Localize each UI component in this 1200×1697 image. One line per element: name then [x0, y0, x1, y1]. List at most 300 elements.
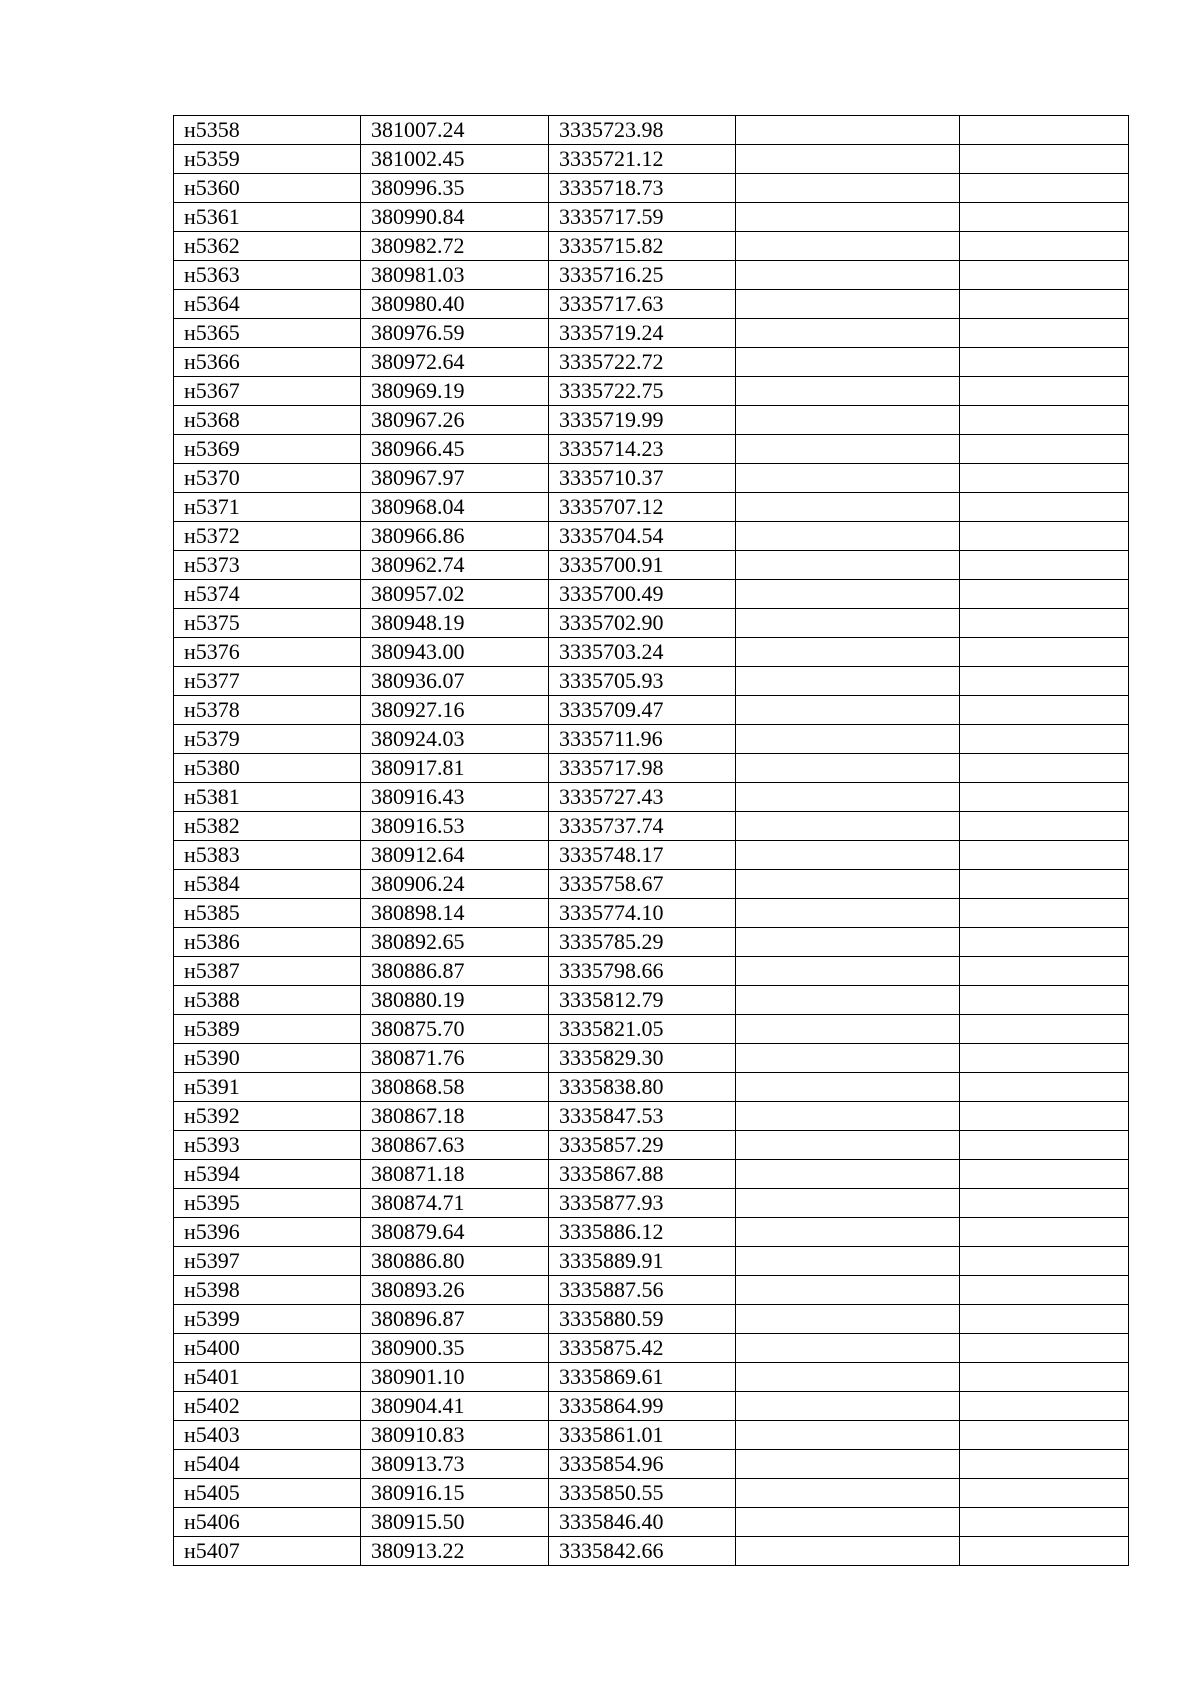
x-coordinate-cell: 380976.59	[361, 319, 549, 348]
x-coordinate-cell: 380969.19	[361, 377, 549, 406]
x-coordinate-cell: 380892.65	[361, 928, 549, 957]
point-id-cell: н5378	[174, 696, 361, 725]
y-coordinate-cell: 3335700.91	[549, 551, 736, 580]
x-coordinate-cell: 380981.03	[361, 261, 549, 290]
y-coordinate-cell: 3335707.12	[549, 493, 736, 522]
y-coordinate-cell: 3335717.98	[549, 754, 736, 783]
empty-cell	[960, 1189, 1129, 1218]
x-coordinate-cell: 380867.63	[361, 1131, 549, 1160]
empty-cell	[960, 203, 1129, 232]
y-coordinate-cell: 3335875.42	[549, 1334, 736, 1363]
x-coordinate-cell: 380912.64	[361, 841, 549, 870]
point-id-cell: н5403	[174, 1421, 361, 1450]
empty-cell	[960, 1479, 1129, 1508]
y-coordinate-cell: 3335812.79	[549, 986, 736, 1015]
point-id-cell: н5364	[174, 290, 361, 319]
point-id-cell: н5372	[174, 522, 361, 551]
table-row	[174, 1305, 1129, 1334]
point-id-cell: н5369	[174, 435, 361, 464]
y-coordinate-cell: 3335704.54	[549, 522, 736, 551]
empty-cell	[960, 928, 1129, 957]
table-row	[174, 348, 1129, 377]
y-coordinate-cell: 3335709.47	[549, 696, 736, 725]
empty-cell	[736, 1131, 960, 1160]
table-row	[174, 116, 1129, 145]
empty-cell	[736, 522, 960, 551]
table-row	[174, 1131, 1129, 1160]
y-coordinate-cell: 3335716.25	[549, 261, 736, 290]
y-coordinate-cell: 3335748.17	[549, 841, 736, 870]
empty-cell	[736, 580, 960, 609]
table-row	[174, 957, 1129, 986]
point-id-cell: н5371	[174, 493, 361, 522]
empty-cell	[960, 261, 1129, 290]
x-coordinate-cell: 380968.04	[361, 493, 549, 522]
table-row	[174, 667, 1129, 696]
table-row	[174, 1276, 1129, 1305]
point-id-cell: н5365	[174, 319, 361, 348]
empty-cell	[960, 1276, 1129, 1305]
empty-cell	[960, 1363, 1129, 1392]
x-coordinate-cell: 380893.26	[361, 1276, 549, 1305]
empty-cell	[960, 638, 1129, 667]
empty-cell	[960, 522, 1129, 551]
point-id-cell: н5370	[174, 464, 361, 493]
empty-cell	[736, 1160, 960, 1189]
point-id-cell: н5391	[174, 1073, 361, 1102]
x-coordinate-cell: 380948.19	[361, 609, 549, 638]
empty-cell	[960, 957, 1129, 986]
table-row	[174, 1044, 1129, 1073]
y-coordinate-cell: 3335700.49	[549, 580, 736, 609]
table-row	[174, 870, 1129, 899]
empty-cell	[736, 870, 960, 899]
point-id-cell: н5368	[174, 406, 361, 435]
empty-cell	[960, 348, 1129, 377]
point-id-cell: н5397	[174, 1247, 361, 1276]
y-coordinate-cell: 3335718.73	[549, 174, 736, 203]
x-coordinate-cell: 380875.70	[361, 1015, 549, 1044]
y-coordinate-cell: 3335715.82	[549, 232, 736, 261]
y-coordinate-cell: 3335714.23	[549, 435, 736, 464]
table-row	[174, 493, 1129, 522]
empty-cell	[960, 551, 1129, 580]
point-id-cell: н5366	[174, 348, 361, 377]
table-row	[174, 928, 1129, 957]
table-row	[174, 1073, 1129, 1102]
table-row	[174, 406, 1129, 435]
empty-cell	[736, 928, 960, 957]
table-row	[174, 580, 1129, 609]
empty-cell	[960, 377, 1129, 406]
empty-cell	[960, 290, 1129, 319]
point-id-cell: н5405	[174, 1479, 361, 1508]
empty-cell	[736, 667, 960, 696]
point-id-cell: н5367	[174, 377, 361, 406]
point-id-cell: н5402	[174, 1392, 361, 1421]
empty-cell	[736, 551, 960, 580]
empty-cell	[960, 899, 1129, 928]
y-coordinate-cell: 3335722.75	[549, 377, 736, 406]
x-coordinate-cell: 380896.87	[361, 1305, 549, 1334]
y-coordinate-cell: 3335710.37	[549, 464, 736, 493]
empty-cell	[736, 1189, 960, 1218]
x-coordinate-cell: 380886.87	[361, 957, 549, 986]
y-coordinate-cell: 3335721.12	[549, 145, 736, 174]
empty-cell	[960, 1421, 1129, 1450]
empty-cell	[960, 232, 1129, 261]
x-coordinate-cell: 380915.50	[361, 1508, 549, 1537]
y-coordinate-cell: 3335867.88	[549, 1160, 736, 1189]
empty-cell	[736, 116, 960, 145]
y-coordinate-cell: 3335889.91	[549, 1247, 736, 1276]
table-row	[174, 783, 1129, 812]
table-row	[174, 145, 1129, 174]
point-id-cell: н5398	[174, 1276, 361, 1305]
table-row	[174, 754, 1129, 783]
y-coordinate-cell: 3335727.43	[549, 783, 736, 812]
y-coordinate-cell: 3335717.59	[549, 203, 736, 232]
y-coordinate-cell: 3335847.53	[549, 1102, 736, 1131]
table-row	[174, 1392, 1129, 1421]
table-row	[174, 1160, 1129, 1189]
empty-cell	[736, 1479, 960, 1508]
point-id-cell: н5395	[174, 1189, 361, 1218]
x-coordinate-cell: 380980.40	[361, 290, 549, 319]
x-coordinate-cell: 380996.35	[361, 174, 549, 203]
table-row	[174, 1102, 1129, 1131]
x-coordinate-cell: 380957.02	[361, 580, 549, 609]
empty-cell	[960, 1073, 1129, 1102]
y-coordinate-cell: 3335869.61	[549, 1363, 736, 1392]
x-coordinate-cell: 380916.53	[361, 812, 549, 841]
y-coordinate-cell: 3335711.96	[549, 725, 736, 754]
empty-cell	[960, 406, 1129, 435]
x-coordinate-cell: 380910.83	[361, 1421, 549, 1450]
y-coordinate-cell: 3335785.29	[549, 928, 736, 957]
table-row	[174, 464, 1129, 493]
point-id-cell: н5394	[174, 1160, 361, 1189]
point-id-cell: н5390	[174, 1044, 361, 1073]
empty-cell	[736, 1102, 960, 1131]
empty-cell	[736, 841, 960, 870]
empty-cell	[736, 1015, 960, 1044]
empty-cell	[736, 493, 960, 522]
x-coordinate-cell: 380880.19	[361, 986, 549, 1015]
empty-cell	[960, 1508, 1129, 1537]
y-coordinate-cell: 3335723.98	[549, 116, 736, 145]
table-row	[174, 1537, 1129, 1566]
y-coordinate-cell: 3335877.93	[549, 1189, 736, 1218]
empty-cell	[736, 638, 960, 667]
table-row	[174, 609, 1129, 638]
point-id-cell: н5392	[174, 1102, 361, 1131]
empty-cell	[736, 145, 960, 174]
y-coordinate-cell: 3335854.96	[549, 1450, 736, 1479]
empty-cell	[736, 899, 960, 928]
table-row	[174, 435, 1129, 464]
table-row	[174, 290, 1129, 319]
y-coordinate-cell: 3335702.90	[549, 609, 736, 638]
x-coordinate-cell: 380871.76	[361, 1044, 549, 1073]
point-id-cell: н5400	[174, 1334, 361, 1363]
table-row	[174, 261, 1129, 290]
x-coordinate-cell: 380982.72	[361, 232, 549, 261]
empty-cell	[736, 754, 960, 783]
point-id-cell: н5384	[174, 870, 361, 899]
empty-cell	[736, 957, 960, 986]
y-coordinate-cell: 3335850.55	[549, 1479, 736, 1508]
coordinates-table-body	[174, 116, 1129, 1566]
empty-cell	[960, 1131, 1129, 1160]
empty-cell	[960, 696, 1129, 725]
empty-cell	[736, 203, 960, 232]
table-row	[174, 1363, 1129, 1392]
table-row	[174, 899, 1129, 928]
empty-cell	[960, 580, 1129, 609]
y-coordinate-cell: 3335887.56	[549, 1276, 736, 1305]
point-id-cell: н5382	[174, 812, 361, 841]
point-id-cell: н5360	[174, 174, 361, 203]
y-coordinate-cell: 3335798.66	[549, 957, 736, 986]
empty-cell	[736, 1450, 960, 1479]
empty-cell	[960, 116, 1129, 145]
x-coordinate-cell: 380927.16	[361, 696, 549, 725]
empty-cell	[960, 754, 1129, 783]
x-coordinate-cell: 380904.41	[361, 1392, 549, 1421]
empty-cell	[736, 290, 960, 319]
table-row	[174, 1247, 1129, 1276]
point-id-cell: н5396	[174, 1218, 361, 1247]
empty-cell	[736, 1276, 960, 1305]
empty-cell	[736, 319, 960, 348]
empty-cell	[736, 1537, 960, 1566]
table-row	[174, 1421, 1129, 1450]
point-id-cell: н5389	[174, 1015, 361, 1044]
point-id-cell: н5406	[174, 1508, 361, 1537]
empty-cell	[960, 464, 1129, 493]
empty-cell	[960, 812, 1129, 841]
empty-cell	[736, 1508, 960, 1537]
point-id-cell: н5383	[174, 841, 361, 870]
empty-cell	[736, 1392, 960, 1421]
x-coordinate-cell: 381002.45	[361, 145, 549, 174]
empty-cell	[736, 783, 960, 812]
empty-cell	[960, 1334, 1129, 1363]
point-id-cell: н5385	[174, 899, 361, 928]
x-coordinate-cell: 380966.86	[361, 522, 549, 551]
empty-cell	[736, 1305, 960, 1334]
x-coordinate-cell: 380967.97	[361, 464, 549, 493]
point-id-cell: н5362	[174, 232, 361, 261]
empty-cell	[960, 841, 1129, 870]
x-coordinate-cell: 380868.58	[361, 1073, 549, 1102]
point-id-cell: н5386	[174, 928, 361, 957]
table-row	[174, 203, 1129, 232]
empty-cell	[736, 725, 960, 754]
x-coordinate-cell: 380879.64	[361, 1218, 549, 1247]
x-coordinate-cell: 380943.00	[361, 638, 549, 667]
x-coordinate-cell: 380966.45	[361, 435, 549, 464]
empty-cell	[736, 986, 960, 1015]
coordinates-table	[173, 115, 1129, 1566]
y-coordinate-cell: 3335705.93	[549, 667, 736, 696]
x-coordinate-cell: 380901.10	[361, 1363, 549, 1392]
point-id-cell: н5379	[174, 725, 361, 754]
y-coordinate-cell: 3335861.01	[549, 1421, 736, 1450]
y-coordinate-cell: 3335719.24	[549, 319, 736, 348]
empty-cell	[736, 1044, 960, 1073]
empty-cell	[960, 1537, 1129, 1566]
point-id-cell: н5361	[174, 203, 361, 232]
y-coordinate-cell: 3335842.66	[549, 1537, 736, 1566]
table-row	[174, 232, 1129, 261]
empty-cell	[736, 464, 960, 493]
table-row	[174, 696, 1129, 725]
table-row	[174, 551, 1129, 580]
point-id-cell: н5376	[174, 638, 361, 667]
empty-cell	[960, 783, 1129, 812]
table-row	[174, 812, 1129, 841]
y-coordinate-cell: 3335880.59	[549, 1305, 736, 1334]
point-id-cell: н5374	[174, 580, 361, 609]
empty-cell	[736, 1363, 960, 1392]
empty-cell	[960, 435, 1129, 464]
table-row	[174, 1334, 1129, 1363]
point-id-cell: н5381	[174, 783, 361, 812]
x-coordinate-cell: 380917.81	[361, 754, 549, 783]
x-coordinate-cell: 380906.24	[361, 870, 549, 899]
empty-cell	[736, 406, 960, 435]
empty-cell	[960, 986, 1129, 1015]
empty-cell	[736, 261, 960, 290]
point-id-cell: н5393	[174, 1131, 361, 1160]
table-row	[174, 1450, 1129, 1479]
x-coordinate-cell: 380913.22	[361, 1537, 549, 1566]
empty-cell	[736, 812, 960, 841]
y-coordinate-cell: 3335864.99	[549, 1392, 736, 1421]
empty-cell	[960, 1218, 1129, 1247]
table-row	[174, 1218, 1129, 1247]
empty-cell	[736, 348, 960, 377]
y-coordinate-cell: 3335774.10	[549, 899, 736, 928]
point-id-cell: н5407	[174, 1537, 361, 1566]
point-id-cell: н5399	[174, 1305, 361, 1334]
point-id-cell: н5387	[174, 957, 361, 986]
empty-cell	[736, 435, 960, 464]
empty-cell	[960, 1450, 1129, 1479]
x-coordinate-cell: 380900.35	[361, 1334, 549, 1363]
x-coordinate-cell: 380936.07	[361, 667, 549, 696]
empty-cell	[736, 1073, 960, 1102]
y-coordinate-cell: 3335737.74	[549, 812, 736, 841]
empty-cell	[960, 1015, 1129, 1044]
x-coordinate-cell: 380886.80	[361, 1247, 549, 1276]
point-id-cell: н5358	[174, 116, 361, 145]
empty-cell	[736, 1421, 960, 1450]
x-coordinate-cell: 380913.73	[361, 1450, 549, 1479]
x-coordinate-cell: 380871.18	[361, 1160, 549, 1189]
y-coordinate-cell: 3335719.99	[549, 406, 736, 435]
x-coordinate-cell: 380962.74	[361, 551, 549, 580]
y-coordinate-cell: 3335722.72	[549, 348, 736, 377]
empty-cell	[960, 1044, 1129, 1073]
x-coordinate-cell: 380916.15	[361, 1479, 549, 1508]
table-row	[174, 174, 1129, 203]
empty-cell	[736, 1218, 960, 1247]
table-row	[174, 1508, 1129, 1537]
table-row	[174, 725, 1129, 754]
y-coordinate-cell: 3335846.40	[549, 1508, 736, 1537]
point-id-cell: н5373	[174, 551, 361, 580]
y-coordinate-cell: 3335758.67	[549, 870, 736, 899]
empty-cell	[960, 493, 1129, 522]
x-coordinate-cell: 380867.18	[361, 1102, 549, 1131]
empty-cell	[960, 1247, 1129, 1276]
y-coordinate-cell: 3335829.30	[549, 1044, 736, 1073]
empty-cell	[736, 232, 960, 261]
empty-cell	[960, 725, 1129, 754]
point-id-cell: н5388	[174, 986, 361, 1015]
table-row	[174, 638, 1129, 667]
empty-cell	[736, 609, 960, 638]
point-id-cell: н5404	[174, 1450, 361, 1479]
x-coordinate-cell: 380898.14	[361, 899, 549, 928]
empty-cell	[960, 609, 1129, 638]
empty-cell	[736, 696, 960, 725]
x-coordinate-cell: 380916.43	[361, 783, 549, 812]
empty-cell	[960, 319, 1129, 348]
x-coordinate-cell: 380874.71	[361, 1189, 549, 1218]
table-row	[174, 986, 1129, 1015]
y-coordinate-cell: 3335838.80	[549, 1073, 736, 1102]
empty-cell	[960, 1160, 1129, 1189]
point-id-cell: н5380	[174, 754, 361, 783]
empty-cell	[736, 377, 960, 406]
empty-cell	[960, 667, 1129, 696]
x-coordinate-cell: 380990.84	[361, 203, 549, 232]
y-coordinate-cell: 3335857.29	[549, 1131, 736, 1160]
empty-cell	[960, 1392, 1129, 1421]
point-id-cell: н5375	[174, 609, 361, 638]
table-row	[174, 1479, 1129, 1508]
x-coordinate-cell: 380972.64	[361, 348, 549, 377]
empty-cell	[960, 145, 1129, 174]
y-coordinate-cell: 3335717.63	[549, 290, 736, 319]
x-coordinate-cell: 381007.24	[361, 116, 549, 145]
table-row	[174, 377, 1129, 406]
table-row	[174, 1189, 1129, 1218]
empty-cell	[736, 1334, 960, 1363]
y-coordinate-cell: 3335703.24	[549, 638, 736, 667]
y-coordinate-cell: 3335886.12	[549, 1218, 736, 1247]
x-coordinate-cell: 380924.03	[361, 725, 549, 754]
point-id-cell: н5401	[174, 1363, 361, 1392]
table-row	[174, 841, 1129, 870]
table-row	[174, 522, 1129, 551]
empty-cell	[960, 174, 1129, 203]
point-id-cell: н5363	[174, 261, 361, 290]
table-row	[174, 319, 1129, 348]
point-id-cell: н5359	[174, 145, 361, 174]
y-coordinate-cell: 3335821.05	[549, 1015, 736, 1044]
table-row	[174, 1015, 1129, 1044]
empty-cell	[960, 1305, 1129, 1334]
point-id-cell: н5377	[174, 667, 361, 696]
empty-cell	[736, 1247, 960, 1276]
x-coordinate-cell: 380967.26	[361, 406, 549, 435]
empty-cell	[960, 870, 1129, 899]
